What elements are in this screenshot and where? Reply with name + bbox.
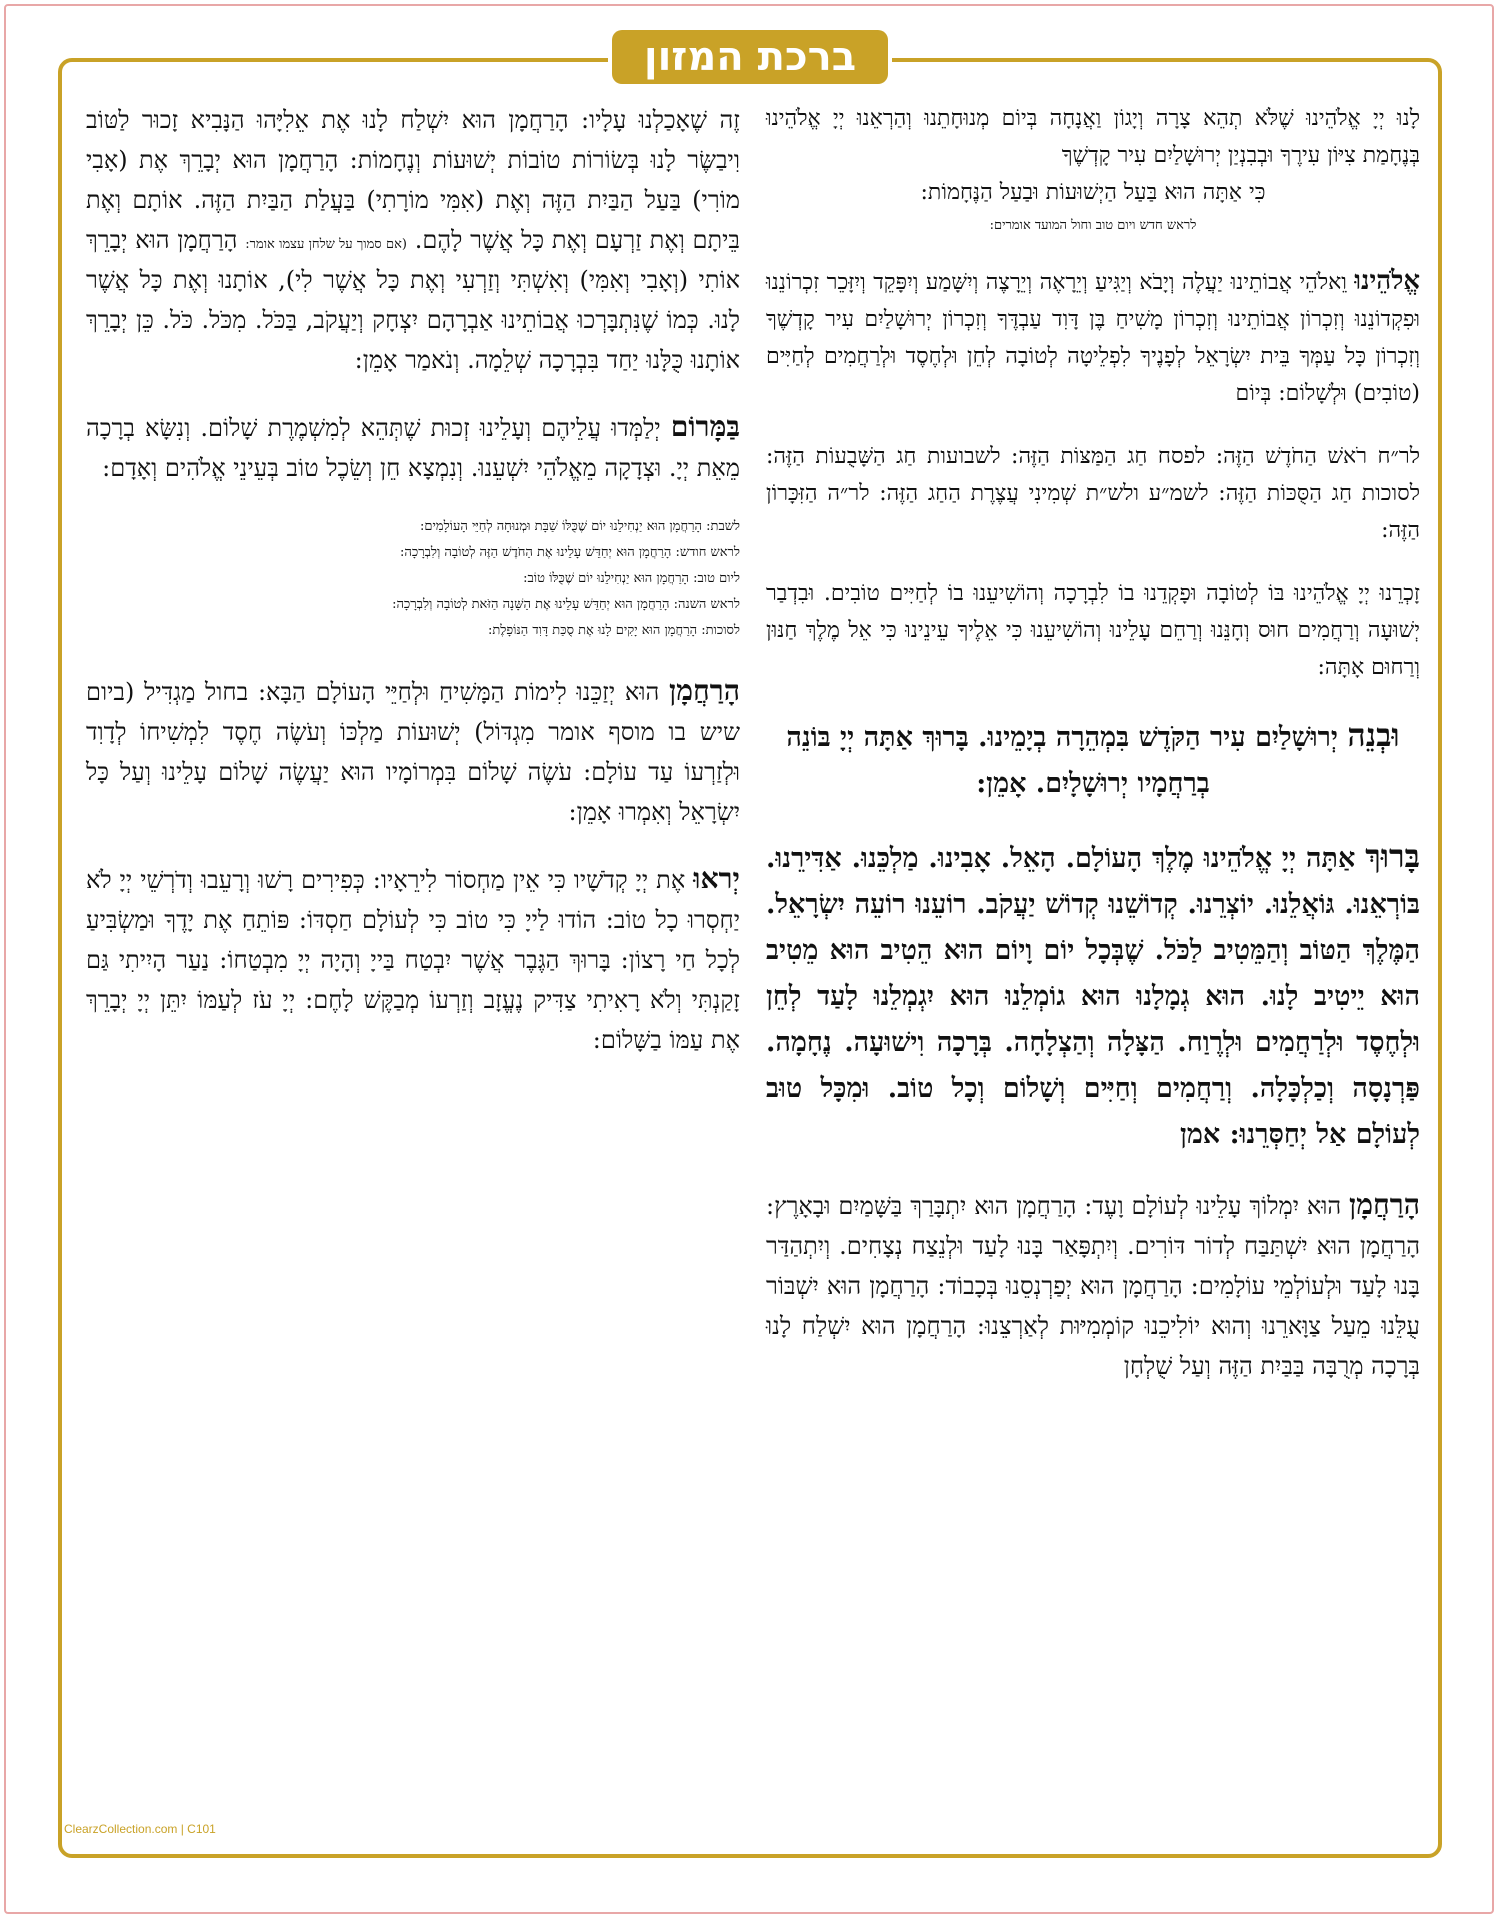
footer-credit: ClearzCollection.com | C101 [64,1822,216,1836]
note-line: ליום טוב: הָרַחֲמָן הוּא יַנְחִילֵנוּ יוֹם שֶׁכֻּלּוֹ טוֹב: [523,571,740,586]
paragraph-lead: יְראוּ [693,861,740,895]
paragraph [766,263,1420,412]
paragraph [766,833,1420,1158]
section-retzei-end [766,100,1420,237]
section-baal-habayit [86,100,740,380]
note-line: לראש השנה: הָרַחֲמָן הוּא יְחַדֵּשׁ עָלֵינוּ אֶת הַשָּׁנָה הַזֹּאת לְטוֹבָה וְלִבְרָכָה: [392,597,740,612]
paragraph: לר״ח רֹאשׁ הַחֹדֶשׁ הַזֶּה: לפסח חַג הַמַּצּוֹת הַזֶּה: לשבועות חַג הַשָּׁבֻעוֹת הַזֶּה: לסוכות חַג הַסֻּכּוֹת הַזֶּה: לשמ״ע ולש״ת שְׁמִינִי עֲצֶרֶת הַחַג הַזֶּה: לר״ה הַזִּכָּרוֹן הַזֶּה: [766,444,1420,543]
paragraph [86,670,740,832]
note-line: לסוכות: הָרַחֲמָן הוּא יָקִים לָנוּ אֶת סֻכַּת דָּוִד הַנּוֹפָלֶת: [487,623,740,638]
paragraph-body: הָרַחֲמָן הוּא יְבָרֵךְ אוֹתִי (וְאָבִי וְאִמִּי) וְאִשְׁתִּי וְזַרְעִי וְאֶת כָּל אֲשֶׁר לִי), אוֹתָנוּ וְאֶת כָּל אֲשֶׁר לָנוּ. כְּמוֹ שֶׁנִּתְבָּרְכוּ אֲבוֹתֵינוּ אַבְרָהָם יִצְחָק וְיַעֲקֹב, בַּכֹּל. מִכֹּל. כֹּל. כֵּן יְבָרֵךְ אוֹתָנוּ כֻּלָּנוּ יַחַד בִּבְרָכָה שְׁלֵמָה. וְנֹאמַר אָמֵן: [86,226,740,374]
paragraph [86,406,740,488]
paragraph [86,858,740,1060]
page-title: ברכת המזון [612,30,888,84]
paragraph [86,100,740,380]
paragraph: זָכְרֵנוּ יְיָ אֱלֹהֵינוּ בּוֹ לְטוֹבָה וּפָקְדֵנוּ בוֹ לִבְרָכָה וְהוֹשִׁיעֵנוּ בוֹ לְחַיִּים טוֹבִים. וּבִדְבַר יְשׁוּעָה וְרַחֲמִים חוּס וְחָנֵּנוּ וְרַחֵם עָלֵינוּ וְהוֹשִׁיעֵנוּ כִּי אֵלֶיךָ עֵינֵינוּ כִּי אֵל מֶלֶךְ חַנּוּן וְרַחוּם אָתָּה: [766,581,1420,680]
instruction-note: (אם סמוך על שלחן עצמו אומר: [245,237,407,252]
paragraph [766,712,1420,807]
left-column [86,100,740,1086]
paragraph: לָנוּ יְיָ אֱלֹהֵינוּ שֶׁלֹּא תְהֵא צָרָה וְיָגוֹן וַאֲנָחָה בְּיוֹם מְנוּחָתֵנוּ וְהַרְאֵנוּ יְיָ אֱלֹהֵינוּ בְּנֶחָמַת צִיּוֹן עִירֶךָ וּבְבִנְיַן יְרוּשָׁלַיִם עִיר קָדְשֶׁךָ [766,106,1420,168]
paragraph-end: כִּי אַתָּה הוּא בַּעַל הַיְשׁוּעוֹת וּבַעַל הַנֶּחָמוֹת: [920,180,1266,205]
paragraph-lead: הָרַחֲמָן [1349,1187,1420,1221]
paragraph-lead: אֱלֹהֵינוּ [1354,266,1420,296]
paragraph-body: יְלַמְּדוּ עֲלֵיהֶם וְעָלֵינוּ זְכוּת שֶׁתְּהֵא לְמִשְׁמֶרֶת שָׁלוֹם. וְנִשָּׂא בְרָכָה מֵאֵת יְיָ. וּצְדָקָה מֵאֱלֹהֵי יִשְׁעֵנוּ. וְנִמְצָא חֵן וְשֵׂכֶל טוֹב בְּעֵינֵי אֱלֹהִים וְאָדָם: [86,414,740,482]
paragraph-lead: בַּמָּרוֹם [670,409,740,443]
section-yaaleh-veyavo [766,263,1420,412]
section-mashiach [86,670,740,832]
section-harachaman [766,1184,1420,1386]
paragraph-body: וֵאלֹהֵי אֲבוֹתֵינוּ יַעֲלֶה וְיָבֹא וְיַגִּיעַ וְיֵרָאֶה וְיֵרָצֶה וְיִשָּׁמַע וְיִפָּקֵד וְיִזָּכֵר זִכְרוֹנֵנוּ וּפִקְדוֹנֵנוּ וְזִכְרוֹן אֲבוֹתֵינוּ וְזִכְרוֹן מָשִׁיחַ בֶּן דָּוִד עַבְדֶּךָ וְזִכְרוֹן יְרוּשָׁלַיִם עִיר קָדְשֶׁךָ וְזִכְרוֹן כָּל עַמְּךָ בֵּית יִשְׂרָאֵל לְפָנֶיךָ לִפְלֵיטָה לְטוֹבָה לְחֵן וּלְחֶסֶד וּלְרַחֲמִים לְחַיִּים (טוֹבִים) וּלְשָׁלוֹם: בְּיוֹם [766,270,1420,406]
section-holidays [766,438,1420,549]
section-zochrenu [766,575,1420,686]
section-special-days [86,514,740,644]
section-uvne [766,712,1420,807]
paragraph-lead: וּבְנֵה [1347,716,1400,754]
note-line: לשבת: הָרַחֲמָן הוּא יַנְחִילֵנוּ יוֹם שֶׁכֻּלּוֹ שַׁבָּת וּמְנוּחָה לְחַיֵּי הָעוֹלָמִים: [419,519,740,534]
paragraph-body: אַתָּה יְיָ אֱלֹהֵינוּ מֶלֶךְ הָעוֹלָם. הָאֵל. אָבִינוּ. מַלְכֵּנוּ. אַדִּירֵנוּ. בּוֹרְאֵנוּ. גּוֹאֲלֵנוּ. יוֹצְרֵנוּ. קְדוֹשֵׁנוּ קְדוֹשׁ יַעֲקֹב. רוֹעֵנוּ רוֹעֵה יִשְׂרָאֵל. הַמֶּלֶךְ הַטּוֹב וְהַמֵּטִיב לַכֹּל. שֶׁבְּכָל יוֹם וָיוֹם הוּא הֵטִיב הוּא מֵטִיב הוּא יֵיטִיב לָנוּ. הוּא גְמָלָנוּ הוּא גוֹמְלֵנוּ הוּא יִגְמְלֵנוּ לָעַד לְחֵן וּלְחֶסֶד וּלְרַחֲמִים וּלְרֶוַח. הַצָּלָה וְהַצְלָחָה. בְּרָכָה וִישׁוּעָה. נֶחָמָה. פַּרְנָסָה וְכַלְכָּלָה. וְרַחֲמִים וְחַיִּים וְשָׁלוֹם וְכָל טוֹב. וּמִכָּל טוּב לְעוֹלָם אַל יְחַסְּרֵנוּ: אמן [766,843,1420,1150]
right-column [766,100,1420,1412]
section-bamarom [86,406,740,488]
paragraph-body: זֶה שֶׁאָכַלְנוּ עָלָיו: הָרַחֲמָן הוּא יִשְׁלַח לָנוּ אֶת אֵלִיָּהוּ הַנָּבִיא זָכוּר לַטּוֹב וִיבַשֶּׂר לָנוּ בְּשׂוֹרוֹת טוֹבוֹת יְשׁוּעוֹת וְנֶחָמוֹת: הָרַחֲמָן הוּא יְבָרֵךְ אֶת (אָבִי מוֹרִי) בַּעַל הַבַּיִת הַזֶּה וְאֶת (אִמִּי מוֹרָתִי) בַּעֲלַת הַבַּיִת הַזֶּה. אוֹתָם וְאֶת בֵּיתָם וְאֶת זַרְעָם וְאֶת כָּל אֲשֶׁר לָהֶם. [86,106,740,254]
paragraph-body: אֶת יְיָ קְדֹשָׁיו כִּי אֵין מַחְסוֹר לִירֵאָיו: כְּפִירִים רָשׁוּ וְרָעֵבוּ וְדֹרְשֵׁי יְיָ לֹא יַחְסְרוּ כָל טוֹב: הוֹדוּ לַייָ כִּי טוֹב כִּי לְעוֹלָם חַסְדּוֹ: פּוֹתֵחַ אֶת יָדֶךָ וּמַשְׂבִּיעַ לְכָל חַי רָצוֹן: בָּרוּךְ הַגֶּבֶר אֲשֶׁר יִבְטַח בַּייָ וְהָיָה יְיָ מִבְטַחוֹ: נַעַר הָיִיתִי גַּם זָקַנְתִּי וְלֹא רָאִיתִי צַדִּיק נֶעֱזָב וְזַרְעוֹ מְבַקֶּשׁ לָחֶם: יְיָ עֹז לְעַמּוֹ יִתֵּן יְיָ יְבָרֵךְ אֶת עַמּוֹ בַשָּׁלוֹם: [86,866,740,1054]
paragraph [766,1184,1420,1386]
paragraph-lead: הָרַחֲמָן [669,673,740,707]
paragraph-lead: בָּרוּךְ [1365,837,1420,875]
section-yiru [86,858,740,1060]
paragraph-body: הוּא יְזַכֵּנוּ לִימוֹת הַמָּשִׁיחַ וּלְחַיֵּי הָעוֹלָם הַבָּא: בחול מַגְדִּיל (ביום שיש בו מוסף אומר מִגְדּוֹל) יְשׁוּעוֹת מַלְכּוֹ וְעֹשֶׂה חֶסֶד לִמְשִׁיחוֹ לְדָוִד וּלְזַרְעוֹ עַד עוֹלָם: עֹשֶׂה שָׁלוֹם בִּמְרוֹמָיו הוּא יַעֲשֶׂה שָׁלוֹם עָלֵינוּ וְעַל כָּל יִשְׂרָאֵל וְאִמְרוּ אָמֵן: [86,678,740,826]
instruction-note: לראש חדש ויום טוב וחול המועד אומרים: [989,218,1197,233]
paragraph-body: יְרוּשָׁלַיִם עִיר הַקֹּדֶשׁ בִּמְהֵרָה בְיָמֵינוּ. בָּרוּךְ אַתָּה יְיָ בּוֹנֵה בְרַחֲמָיו יְרוּשָׁלָיִם. אָמֵן: [786,722,1338,799]
note-line: לראש חודש: הָרַחֲמָן הוּא יְחַדֵּשׁ עָלֵינוּ אֶת הַחֹדֶשׁ הַזֶּה לְטוֹבָה וְלִבְרָכָה: [400,545,740,560]
paragraph-body: הוּא יִמְלוֹךְ עָלֵינוּ לְעוֹלָם וָעֶד: הָרַחֲמָן הוּא יִתְבָּרַךְ בַּשָּׁמַיִם וּבָאָרֶץ: הָרַחֲמָן הוּא יִשְׁתַּבַּח לְדוֹר דּוֹרִים. וְיִתְפָּאַר בָּנוּ לָעַד וּלְנֵצַח נְצָחִים. וְיִתְהַדַּר בָּנוּ לָעַד וּלְעוֹלְמֵי עוֹלָמִים: הָרַחֲמָן הוּא יְפַרְנְסֵנוּ בְּכָבוֹד: הָרַחֲמָן הוּא יִשְׁבּוֹר עֻלֵּנוּ מֵעַל צַוָּארֵנוּ וְהוּא יוֹלִיכֵנוּ קוֹמְמִיּוּת לְאַרְצֵנוּ: הָרַחֲמָן הוּא יִשְׁלַח לָנוּ בְּרָכָה מְרֻבָּה בַּבַּיִת הַזֶּה וְעַל שֻׁלְחָן [766,1192,1421,1380]
section-hatov-vehametiv [766,833,1420,1158]
